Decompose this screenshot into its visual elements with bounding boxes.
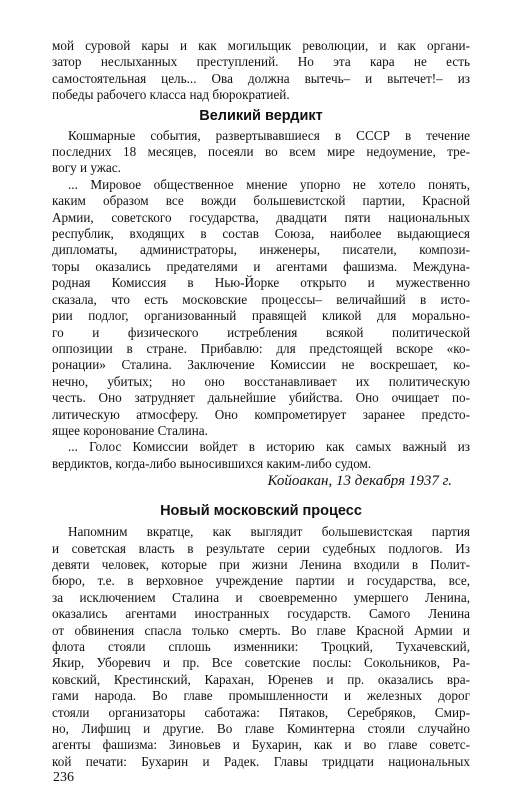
- text-line: агенты фашизма: Зиновьев и Бухарин, как и во главе советс-: [52, 737, 470, 753]
- page-number: 236: [53, 770, 74, 785]
- text-line: за исключением Сталина и своевременно умершего Ленина,: [52, 589, 470, 605]
- text-line: нечно, убитых; но оно восстанавливает их политическую: [52, 373, 470, 389]
- text-line: дипломаты, администраторы, инженеры, писатели, компози-: [52, 242, 470, 258]
- text-line: от обвинения спасла только смерть. Во главе Красной Армии и: [52, 622, 470, 638]
- document-page: [52, 38, 470, 770]
- text-line: ... Голос Комиссии войдет в историю как самых важный из: [68, 439, 470, 455]
- text-line: каким образом все вожди большевистской партии, Красной: [52, 193, 470, 209]
- text-line: оказались агентами иностранных государств. Самого Ленина: [52, 606, 470, 622]
- signature-date: Койоакан, 13 декабря 1937 г.: [267, 473, 452, 490]
- paragraph-verdict-1: [52, 128, 470, 177]
- text-line: литическую атмосферу. Оно компрометирует заранее предсто-: [52, 406, 470, 422]
- text-line: победы рабочего класса над бюрократией.: [52, 87, 290, 103]
- text-line: Кошмарные события, развертывавшиеся в СССР в течение: [68, 127, 470, 143]
- text-line: оппозиции в стране. Прибавлю: для предстоящей вскоре «ко-: [52, 340, 470, 356]
- text-line: и советская власть в результате серии судебных подлогов. Из: [52, 540, 470, 556]
- text-line: республик, входящих в состав Союза, наиболее выдающиеся: [52, 226, 470, 242]
- paragraph-verdict-3: [52, 439, 470, 472]
- paragraph-trial: [52, 524, 470, 770]
- paragraph-intro: [52, 38, 470, 104]
- text-line: честь. Оно затрудняет дальнейшие убийства. Оно очищает по-: [52, 390, 470, 406]
- text-line: последних 18 месяцев, посеяли во всем мире недоумение, тре-: [52, 144, 470, 160]
- text-line: ковский, Крестинский, Карахан, Юренев и пр. оказались вра-: [52, 671, 470, 687]
- text-line: гами народа. Во главе промышленности и железных дорог: [52, 688, 470, 704]
- text-line: кой печати: Бухарин и Радек. Главы тридцати национальных: [52, 753, 470, 769]
- text-line: стояли организаторы саботажа: Пятаков, Серебряков, Смир-: [52, 704, 470, 720]
- text-line: Армии, советского государства, двадцати пяти национальных: [52, 209, 470, 225]
- text-line: ящее коронование Сталина.: [52, 422, 208, 438]
- text-line: самостоятельная цель... Ова должна вытечь– и вытечет!– из: [52, 70, 470, 86]
- section-heading-verdict: Великий вердикт: [199, 107, 323, 124]
- text-line: вердиктов, когда-либо выносившихся каким-либо судом.: [52, 455, 372, 471]
- text-line: флота стояли сплошь изменники: Троцкий, Тухачевский,: [52, 639, 470, 654]
- text-line: мой суровой кары и как могильщик революции, и как органи-: [52, 38, 470, 53]
- text-line: рии подлог, организованный правящей кликой для морально-: [52, 308, 470, 324]
- text-line: сказала, что есть московские процессы– величайший в исто-: [52, 291, 470, 307]
- text-line: девяти человек, которые при жизни Ленина входили в Полит-: [52, 556, 470, 572]
- text-line: вогу и ужас.: [52, 160, 121, 176]
- text-line: го и физического истребления всякой политической: [52, 324, 470, 340]
- text-line: Якир, Уборевич и пр. Все советские послы: Сокольников, Ра-: [52, 655, 470, 671]
- section-heading-trial: Новый московский процесс: [160, 503, 362, 520]
- text-line: бюро, т.е. в верховное учреждение партии и государства, все,: [52, 573, 470, 589]
- text-line: ... Мировое общественное мнение упорно не хотело понять,: [68, 176, 470, 192]
- text-line: затор неслыханных преступлений. Но эта кара не есть: [52, 54, 470, 70]
- paragraph-verdict-2: [52, 177, 470, 440]
- text-line: но, Лифшиц и другие. Во главе Коминтерна стояли случайно: [52, 721, 470, 737]
- text-line: торы оказались предателями и агентами фашизма. Междуна-: [52, 258, 470, 274]
- text-line: ронации» Сталина. Заключение Комиссии не воскрешает, ко-: [52, 357, 470, 373]
- text-line: родная Комиссия в Нью-Йорке открыто и мужественно: [52, 275, 470, 291]
- text-line: Напомним вкратце, как выглядит большевистская партия: [68, 524, 470, 540]
